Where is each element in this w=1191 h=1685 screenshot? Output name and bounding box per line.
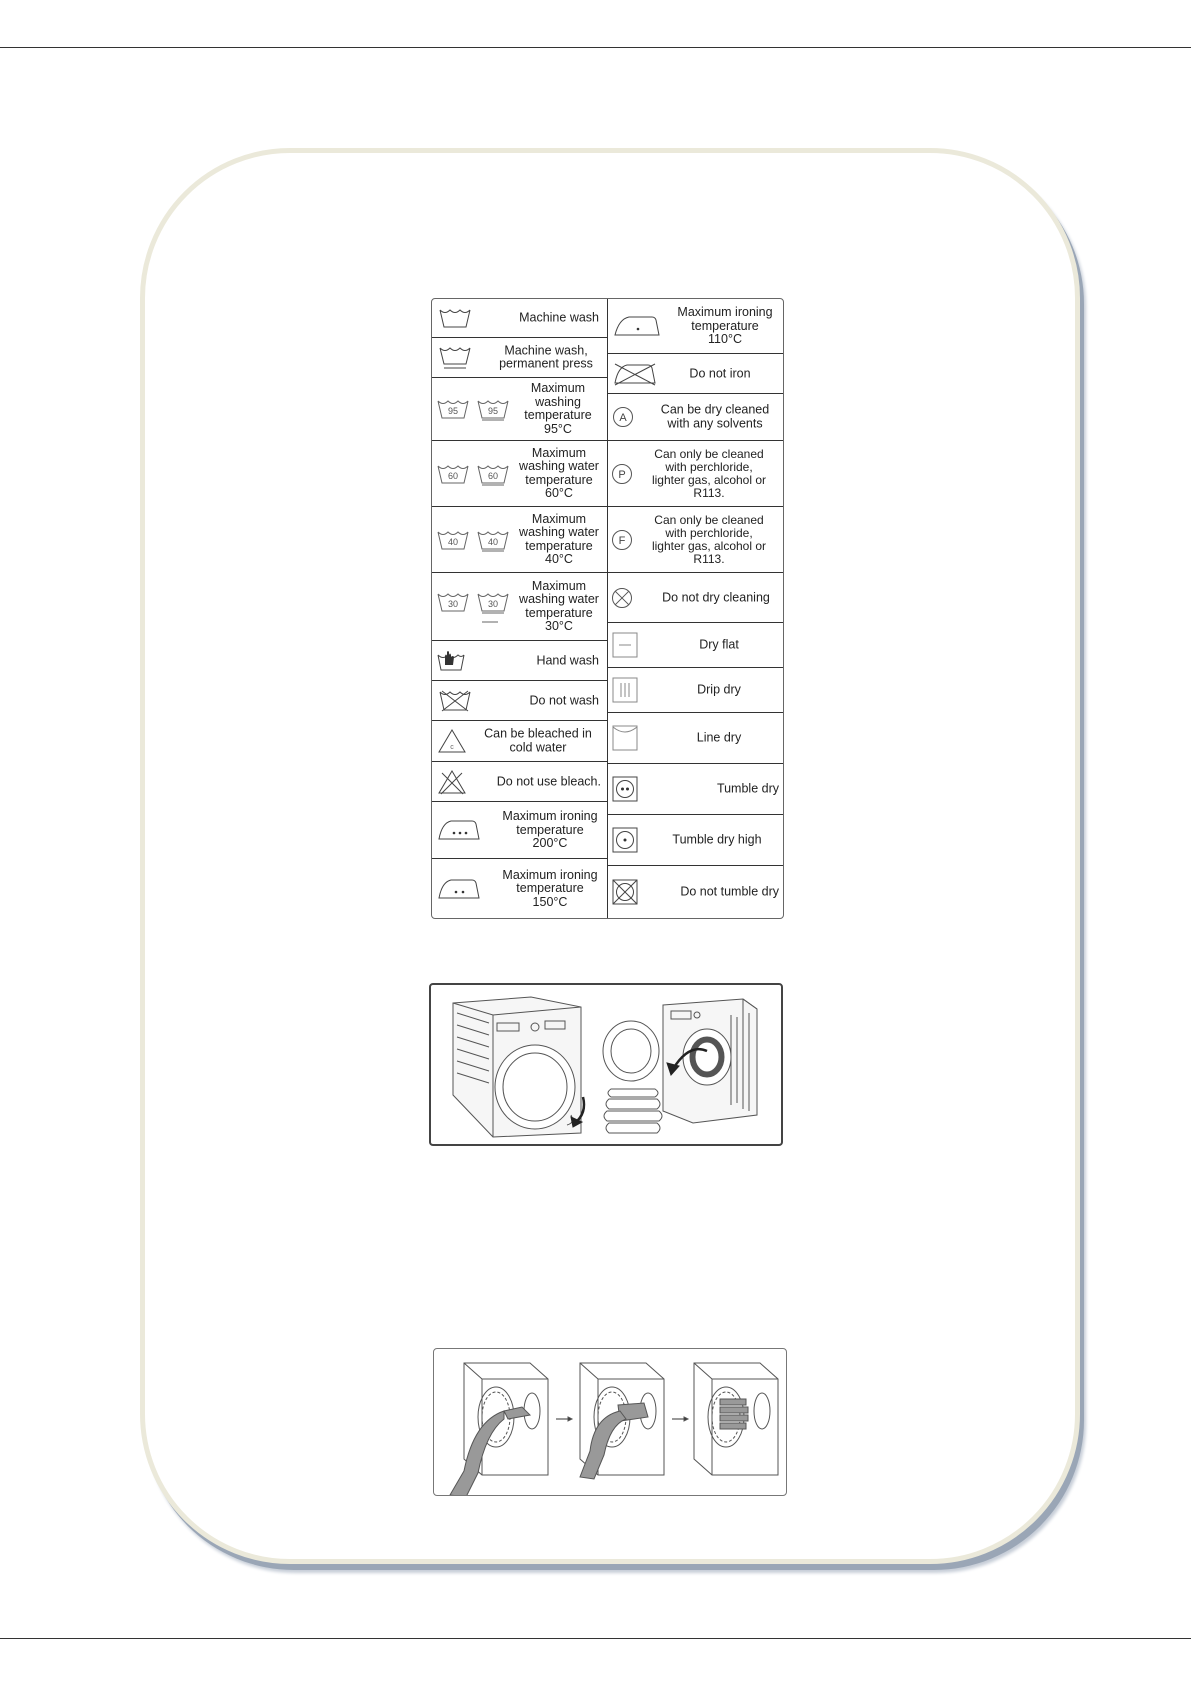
care-symbol-row — [432, 859, 607, 918]
care-symbol-row — [432, 378, 607, 441]
care-symbol-row — [432, 641, 607, 681]
care-symbol-row — [608, 573, 783, 623]
svg-text:F: F — [618, 534, 626, 547]
iron-200-icon — [436, 818, 482, 842]
care-symbol-row — [432, 338, 607, 378]
footer-rule — [0, 1638, 1191, 1639]
wash-60-icon — [436, 462, 514, 486]
tumble-dry-icon — [612, 776, 638, 802]
care-symbol-row — [432, 573, 607, 641]
wash-30-icon — [436, 590, 514, 624]
care-symbol-label: Maximum ironing temperature 110°C — [677, 304, 773, 346]
do-not-iron-icon — [612, 362, 658, 386]
machine-wash-permanent-press-icon — [438, 345, 472, 371]
care-symbol-row — [608, 299, 783, 354]
care-symbol-label: Tumble dry — [716, 781, 779, 796]
wash-40-icon — [436, 528, 514, 552]
svg-text:95: 95 — [487, 406, 499, 416]
care-symbol-label: Maximum ironing temperature 200°C — [502, 808, 598, 850]
do-not-tumble-dry-icon — [612, 879, 638, 905]
care-symbol-label: Hand wash — [536, 652, 599, 667]
svg-text:60: 60 — [487, 470, 499, 481]
care-symbol-label: Do not dry cleaning — [662, 589, 770, 604]
svg-text:30: 30 — [447, 598, 459, 609]
care-symbol-row — [608, 764, 783, 815]
care-symbol-row — [608, 394, 783, 441]
do-not-bleach-icon — [437, 769, 467, 795]
line-dry-icon — [612, 725, 638, 751]
care-symbol-label: Do not tumble dry — [680, 884, 779, 899]
dry-clean-f-icon — [611, 529, 633, 551]
washing-machines-drawing — [431, 985, 781, 1144]
tumble-dry-high-icon — [612, 827, 638, 853]
svg-text:30: 30 — [487, 598, 499, 609]
care-symbol-label: Can only be cleaned with perchloride, lighter gas, alcohol or R113. — [651, 512, 767, 566]
svg-text:60: 60 — [447, 470, 459, 481]
care-symbol-row — [608, 668, 783, 713]
svg-text:40: 40 — [447, 536, 459, 547]
washer-unload-illustration — [429, 983, 783, 1146]
do-not-wash-icon — [438, 688, 472, 714]
care-symbol-label: Line dry — [696, 730, 742, 745]
care-symbols-right-column — [608, 299, 783, 918]
care-symbol-row — [608, 866, 783, 918]
iron-110-icon — [612, 314, 662, 338]
svg-text:40: 40 — [487, 536, 499, 547]
care-symbols-left-column — [432, 299, 608, 918]
care-symbol-label: Can be dry cleaned with any solvents — [660, 402, 770, 430]
laundry-loading-steps-illustration — [433, 1348, 787, 1496]
care-symbol-row — [432, 762, 607, 802]
care-symbol-label: Drip dry — [697, 682, 741, 697]
dry-clean-p-icon — [611, 463, 633, 485]
wash-95-icon — [436, 397, 514, 421]
care-symbol-row — [432, 721, 607, 762]
care-symbol-label: Can be bleached in cold water — [484, 726, 592, 754]
care-symbol-row — [608, 815, 783, 866]
care-symbol-row — [432, 802, 607, 859]
loading-steps-drawing — [434, 1349, 786, 1495]
care-symbol-row — [432, 681, 607, 721]
machine-wash-icon — [438, 306, 472, 330]
bleach-cold-water-icon — [437, 728, 467, 754]
iron-150-icon — [436, 877, 482, 901]
dry-flat-icon — [612, 632, 638, 658]
care-symbol-label: Maximum ironing temperature 150°C — [502, 867, 598, 909]
care-symbol-label: Maximum washing temperature 95°C — [524, 381, 592, 436]
care-symbol-row — [432, 299, 607, 338]
care-symbol-row — [432, 507, 607, 573]
care-symbol-label: Tumble dry high — [672, 832, 762, 847]
care-symbol-label: Can only be cleaned with perchloride, lighter gas, alcohol or R113. — [651, 446, 767, 500]
svg-text:95: 95 — [447, 406, 459, 416]
care-symbol-label: Do not iron — [689, 365, 751, 380]
care-symbol-label: Maximum washing water temperature 60°C — [519, 445, 599, 500]
care-symbol-label: Machine wash, permanent press — [499, 343, 593, 371]
care-symbol-row — [608, 713, 783, 764]
drip-dry-icon — [612, 677, 638, 703]
care-symbol-row — [608, 441, 783, 507]
care-symbol-label: Machine wash — [519, 310, 599, 325]
hand-wash-icon — [436, 649, 466, 673]
care-symbol-label: Maximum washing water temperature 30°C — [519, 578, 599, 633]
care-symbol-label: Do not use bleach. — [496, 773, 601, 788]
care-symbol-label: Do not wash — [529, 692, 599, 707]
do-not-dry-clean-icon — [611, 587, 633, 609]
care-symbol-row — [432, 441, 607, 507]
dry-clean-any-solvent-icon — [612, 406, 634, 428]
svg-text:A: A — [619, 412, 627, 424]
care-symbols-table — [431, 298, 784, 919]
svg-text:c: c — [450, 744, 454, 751]
care-symbol-row — [608, 623, 783, 668]
care-symbol-row — [608, 354, 783, 394]
care-symbol-label: Dry flat — [699, 637, 739, 652]
svg-text:P: P — [618, 468, 626, 481]
care-symbol-label: Maximum washing water temperature 40°C — [519, 511, 599, 566]
care-symbol-row — [608, 507, 783, 573]
header-rule — [0, 47, 1191, 48]
